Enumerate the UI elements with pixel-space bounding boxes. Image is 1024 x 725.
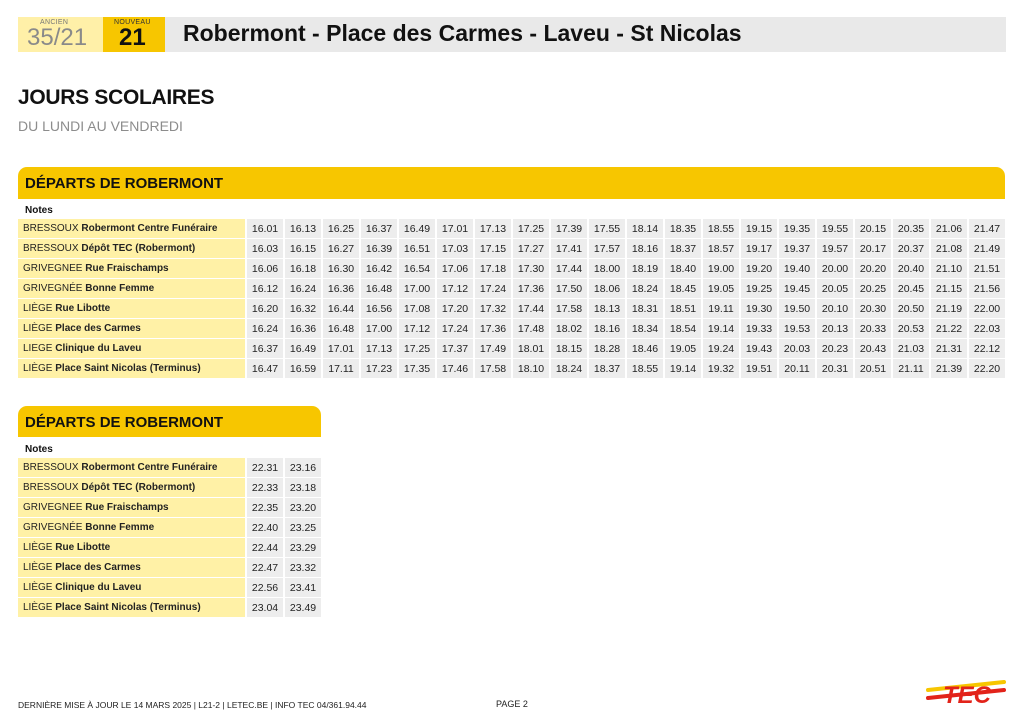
departure-time: 19.20 [741,259,777,278]
departure-time: 17.01 [437,219,473,238]
table-row [18,219,1005,238]
departure-time: 22.31 [247,458,283,477]
departure-time: 16.56 [361,299,397,318]
departure-time: 17.12 [399,319,435,338]
departure-time: 20.50 [893,299,929,318]
departure-time: 16.48 [361,279,397,298]
departure-time: 23.16 [285,458,321,477]
departure-time: 17.15 [475,239,511,258]
departure-time: 19.25 [741,279,777,298]
departure-time: 19.50 [779,299,815,318]
stop-name: Clinique du Laveu [55,343,142,354]
departure-time: 22.33 [247,478,283,497]
departure-time: 17.32 [475,299,511,318]
departure-time: 22.03 [969,319,1005,338]
departure-time: 16.49 [399,219,435,238]
departure-time: 16.59 [285,359,321,378]
departure-time: 22.35 [247,498,283,517]
departure-time: 20.53 [893,319,929,338]
departure-time: 18.37 [589,359,625,378]
stop-name: Place des Carmes [55,562,141,573]
departure-time: 18.34 [627,319,663,338]
stop-name-cell [18,578,245,597]
stop-name: Rue Fraischamps [85,502,169,513]
stop-name-cell [18,558,245,577]
departure-time: 16.12 [247,279,283,298]
stop-name: Rue Fraischamps [85,263,169,274]
table-row [18,359,1005,378]
line-title: Robermont - Place des Carmes - Laveu - St Nicolas [183,20,742,46]
table-1-notes-label: Notes [25,205,53,216]
departure-time: 21.06 [931,219,967,238]
table-row [18,319,1005,338]
departure-time: 19.55 [817,219,853,238]
departure-time: 17.58 [551,299,587,318]
departure-time: 16.47 [247,359,283,378]
departure-time: 19.00 [703,259,739,278]
departure-time: 16.27 [323,239,359,258]
departure-time: 17.00 [399,279,435,298]
table-2-title: DÉPARTS DE ROBERMONT [25,414,224,431]
departure-time: 17.06 [437,259,473,278]
stop-name-cell [18,478,245,497]
stop-name-cell [18,259,245,278]
departure-time: 17.46 [437,359,473,378]
departure-time: 19.40 [779,259,815,278]
departure-time: 22.44 [247,538,283,557]
table-row [18,279,1005,298]
stop-name: Robermont Centre Funéraire [81,462,218,473]
departure-time: 17.13 [475,219,511,238]
departure-time: 20.23 [817,339,853,358]
departure-time: 18.54 [665,319,701,338]
departure-time: 18.06 [589,279,625,298]
stop-name: Bonne Femme [85,283,155,294]
departure-time: 17.44 [513,299,549,318]
svg-text:TEC: TEC [943,682,991,709]
departure-time: 23.29 [285,538,321,557]
departure-time: 19.32 [703,359,739,378]
departure-time: 18.28 [589,339,625,358]
departure-time: 18.01 [513,339,549,358]
departure-time: 19.17 [741,239,777,258]
stop-name: Bonne Femme [85,522,155,533]
stop-name: Dépôt TEC (Robermont) [81,243,196,254]
departure-time: 21.56 [969,279,1005,298]
stop-commune: LIEGE [23,343,53,354]
departure-time: 19.57 [817,239,853,258]
departure-time: 21.19 [931,299,967,318]
departure-time: 23.49 [285,598,321,617]
departure-time: 16.37 [361,219,397,238]
tec-logo [926,676,1006,710]
departure-time: 19.11 [703,299,739,318]
departure-time: 17.24 [437,319,473,338]
stop-name: Place des Carmes [55,323,141,334]
departure-time: 17.11 [323,359,359,378]
departure-time: 19.30 [741,299,777,318]
departure-time: 18.19 [627,259,663,278]
departure-time: 21.49 [969,239,1005,258]
departure-time: 16.54 [399,259,435,278]
departure-time: 18.00 [589,259,625,278]
departure-time: 18.24 [551,359,587,378]
departure-time: 16.30 [323,259,359,278]
departure-time: 20.10 [817,299,853,318]
departure-time: 22.40 [247,518,283,537]
stop-name: Robermont Centre Funéraire [81,223,218,234]
departure-time: 20.30 [855,299,891,318]
stop-name: Place Saint Nicolas (Terminus) [55,363,201,374]
departure-time: 19.05 [665,339,701,358]
new-line-number: 21 [119,24,146,51]
departure-time: 17.03 [437,239,473,258]
departure-time: 20.35 [893,219,929,238]
departure-time: 18.55 [627,359,663,378]
stop-name-cell [18,518,245,537]
departure-time: 20.20 [855,259,891,278]
departure-time: 18.40 [665,259,701,278]
departure-time: 17.12 [437,279,473,298]
departure-time: 19.24 [703,339,739,358]
departure-time: 16.37 [247,339,283,358]
departure-time: 19.35 [779,219,815,238]
departure-time: 21.08 [931,239,967,258]
page-number: PAGE 2 [496,699,528,709]
departure-time: 18.31 [627,299,663,318]
stop-commune: GRIVEGNEE [23,263,83,274]
stop-commune: GRIVEGNÉE [23,283,83,294]
departure-time: 21.03 [893,339,929,358]
table-row [18,478,321,497]
departure-time: 17.36 [513,279,549,298]
departure-time: 23.20 [285,498,321,517]
table-row [18,458,321,477]
departure-time: 17.35 [399,359,435,378]
table-row [18,498,321,517]
departure-time: 17.18 [475,259,511,278]
departure-time: 18.16 [589,319,625,338]
stop-name-cell [18,598,245,617]
departure-time: 17.25 [513,219,549,238]
departure-time: 17.37 [437,339,473,358]
old-line-number: 35/21 [27,24,88,51]
departure-time: 19.33 [741,319,777,338]
departure-time: 17.08 [399,299,435,318]
stop-name: Dépôt TEC (Robermont) [81,482,196,493]
departure-time: 17.44 [551,259,587,278]
departure-time: 18.45 [665,279,701,298]
departure-time: 17.49 [475,339,511,358]
departure-time: 20.17 [855,239,891,258]
stop-name-cell [18,498,245,517]
departure-time: 20.43 [855,339,891,358]
departure-time: 23.41 [285,578,321,597]
departure-time: 16.25 [323,219,359,238]
departure-time: 20.13 [817,319,853,338]
stop-name-cell [18,239,245,258]
table-row [18,299,1005,318]
stop-commune: LIÈGE [23,363,53,374]
departure-time: 22.00 [969,299,1005,318]
departure-time: 16.24 [247,319,283,338]
departure-time: 17.55 [589,219,625,238]
stop-name-cell [18,339,245,358]
departure-time: 20.31 [817,359,853,378]
departure-time: 20.45 [893,279,929,298]
stop-commune: BRESSOUX [23,243,79,254]
departure-time: 17.27 [513,239,549,258]
stop-commune: BRESSOUX [23,462,79,473]
departure-time: 23.04 [247,598,283,617]
departure-time: 18.37 [665,239,701,258]
table-row [18,518,321,537]
departure-time: 17.23 [361,359,397,378]
stop-commune: LIÈGE [23,542,53,553]
stop-name-cell [18,359,245,378]
stop-commune: LIÈGE [23,562,53,573]
stop-name-cell [18,279,245,298]
departure-time: 16.36 [285,319,321,338]
departure-time: 17.36 [475,319,511,338]
stop-name: Rue Libotte [55,542,111,553]
departure-time: 19.45 [779,279,815,298]
stop-commune: GRIVEGNEE [23,502,83,513]
departure-time: 21.22 [931,319,967,338]
departure-time: 16.36 [323,279,359,298]
departure-time: 20.15 [855,219,891,238]
footer-info: DERNIÈRE MISE À JOUR LE 14 MARS 2025 | L21-2 | LETEC.BE | INFO TEC 04/361.94.44 [18,700,367,710]
departure-time: 19.37 [779,239,815,258]
stop-commune: LIÈGE [23,323,53,334]
departure-time: 19.05 [703,279,739,298]
departure-time: 18.51 [665,299,701,318]
stop-commune: LIÈGE [23,303,53,314]
stop-name-cell [18,538,245,557]
stop-name-cell [18,219,245,238]
stop-commune: BRESSOUX [23,223,79,234]
departure-time: 18.02 [551,319,587,338]
table-1-title: DÉPARTS DE ROBERMONT [25,175,224,192]
departure-time: 20.25 [855,279,891,298]
departure-time: 18.10 [513,359,549,378]
departure-time: 21.39 [931,359,967,378]
departure-time: 17.20 [437,299,473,318]
departure-time: 17.24 [475,279,511,298]
stop-commune: LIÈGE [23,602,53,613]
departure-time: 18.46 [627,339,663,358]
departure-time: 20.11 [779,359,815,378]
departure-time: 19.14 [703,319,739,338]
departure-time: 17.39 [551,219,587,238]
table-2-header [18,406,321,437]
departure-time: 22.12 [969,339,1005,358]
stop-name-cell [18,299,245,318]
departure-time: 16.42 [361,259,397,278]
departure-time: 21.51 [969,259,1005,278]
departure-time: 22.20 [969,359,1005,378]
departure-time: 22.47 [247,558,283,577]
table-2-notes-label: Notes [25,444,53,455]
departure-time: 16.48 [323,319,359,338]
departure-time: 16.51 [399,239,435,258]
departure-time: 19.53 [779,319,815,338]
departure-time: 17.01 [323,339,359,358]
departure-time: 19.15 [741,219,777,238]
departure-time: 18.57 [703,239,739,258]
departure-time: 21.10 [931,259,967,278]
departure-time: 20.37 [893,239,929,258]
departure-time: 19.43 [741,339,777,358]
departure-time: 16.20 [247,299,283,318]
stop-commune: LIÈGE [23,582,53,593]
table-row [18,239,1005,258]
table-row [18,558,321,577]
departure-time: 19.51 [741,359,777,378]
timetable-1 [16,218,1007,379]
departure-time: 16.24 [285,279,321,298]
timetable-2 [16,457,323,618]
departure-time: 16.06 [247,259,283,278]
departure-time: 17.30 [513,259,549,278]
departure-time: 16.15 [285,239,321,258]
departure-time: 20.05 [817,279,853,298]
departure-time: 16.39 [361,239,397,258]
departure-time: 18.24 [627,279,663,298]
departure-time: 20.51 [855,359,891,378]
departure-time: 20.33 [855,319,891,338]
departure-time: 18.16 [627,239,663,258]
departure-time: 16.13 [285,219,321,238]
stop-name: Clinique du Laveu [55,582,142,593]
departure-time: 18.35 [665,219,701,238]
departure-time: 23.18 [285,478,321,497]
days-title: JOURS SCOLAIRES [18,86,215,109]
departure-time: 16.32 [285,299,321,318]
departure-time: 22.56 [247,578,283,597]
table-1-header [18,167,1005,199]
departure-time: 17.57 [589,239,625,258]
departure-time: 17.25 [399,339,435,358]
departure-time: 16.03 [247,239,283,258]
old-line-label: ANCIEN [40,19,69,26]
stop-commune: BRESSOUX [23,482,79,493]
stop-name: Rue Libotte [55,303,111,314]
table-row [18,538,321,557]
departure-time: 16.44 [323,299,359,318]
stop-commune: GRIVEGNÉE [23,522,83,533]
departure-time: 21.47 [969,219,1005,238]
departure-time: 20.00 [817,259,853,278]
departure-time: 21.11 [893,359,929,378]
departure-time: 20.40 [893,259,929,278]
departure-time: 23.25 [285,518,321,537]
table-row [18,259,1005,278]
departure-time: 17.41 [551,239,587,258]
departure-time: 18.15 [551,339,587,358]
departure-time: 16.18 [285,259,321,278]
departure-time: 21.15 [931,279,967,298]
departure-time: 20.03 [779,339,815,358]
departure-time: 21.31 [931,339,967,358]
departure-time: 19.14 [665,359,701,378]
departure-time: 17.00 [361,319,397,338]
table-row [18,598,321,617]
table-row [18,339,1005,358]
departure-time: 16.01 [247,219,283,238]
departure-time: 17.48 [513,319,549,338]
stop-name-cell [18,458,245,477]
departure-time: 18.13 [589,299,625,318]
stop-name: Place Saint Nicolas (Terminus) [55,602,201,613]
departure-time: 18.14 [627,219,663,238]
departure-time: 17.13 [361,339,397,358]
departure-time: 18.55 [703,219,739,238]
departure-time: 17.58 [475,359,511,378]
days-subtitle: DU LUNDI AU VENDREDI [18,118,183,134]
table-row [18,578,321,597]
departure-time: 16.49 [285,339,321,358]
departure-time: 17.50 [551,279,587,298]
new-line-label: NOUVEAU [114,19,151,26]
stop-name-cell [18,319,245,338]
departure-time: 23.32 [285,558,321,577]
